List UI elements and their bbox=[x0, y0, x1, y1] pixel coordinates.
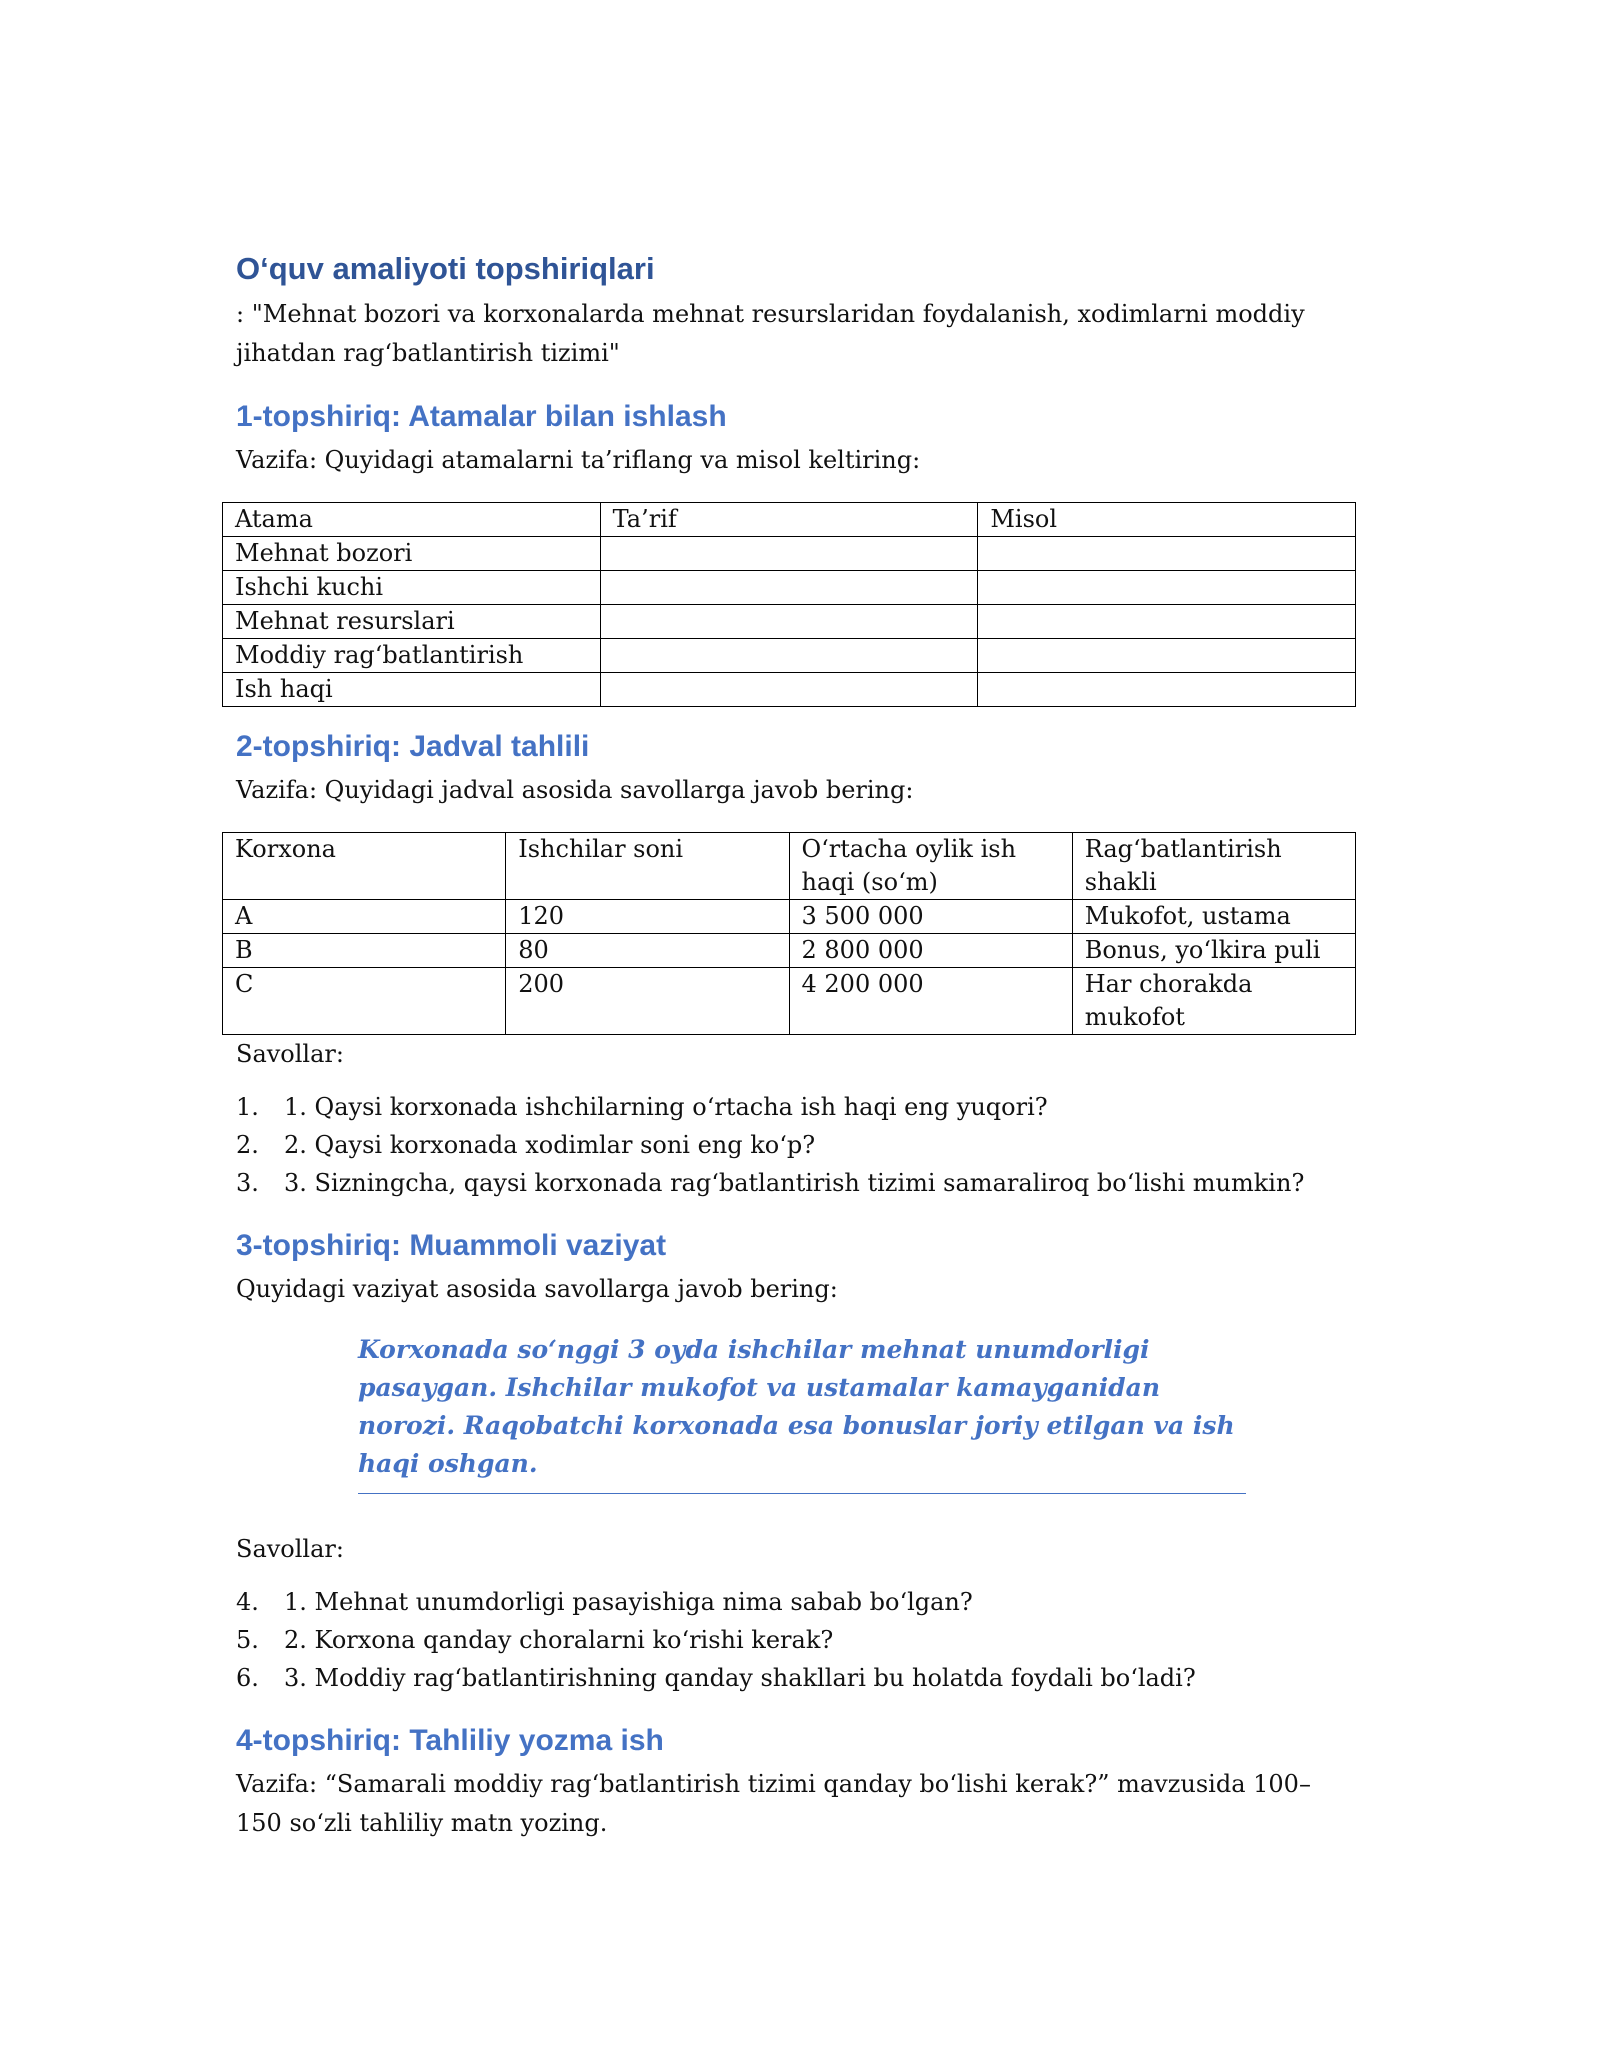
list-item bbox=[236, 1583, 1356, 1621]
list-text: 2. Qaysi korxonada xodimlar soni eng ko‘p? bbox=[284, 1131, 816, 1160]
table-cell bbox=[978, 571, 1356, 605]
list-item bbox=[236, 1621, 1356, 1659]
document-subtitle: : "Mehnat bozori va korxonalarda mehnat resurslaridan foydalanish, xodimlarni moddiy jihatdan rag‘batlantirish tizimi" bbox=[236, 300, 1305, 368]
task3-heading: 3-topshiriq: Muammoli vaziyat bbox=[236, 1229, 667, 1263]
table-cell: Ishchi kuchi bbox=[223, 571, 601, 605]
list-item bbox=[236, 1164, 1356, 1202]
document-title: O‘quv amaliyoti topshiriqlari bbox=[236, 251, 655, 286]
table-cell: Ish haqi bbox=[223, 673, 601, 707]
document-page bbox=[236, 250, 1356, 1843]
table-cell bbox=[978, 639, 1356, 673]
table-header-row bbox=[223, 503, 1356, 537]
table-cell: A bbox=[223, 900, 506, 934]
table-cell: 120 bbox=[506, 900, 789, 934]
table-row bbox=[223, 605, 1356, 639]
table-cell: Mehnat resurslari bbox=[223, 605, 601, 639]
table-header-cell: Atama bbox=[223, 503, 601, 537]
list-number: 6. bbox=[236, 1664, 259, 1693]
table-cell: 4 200 000 bbox=[789, 968, 1072, 1035]
table-row bbox=[223, 673, 1356, 707]
list-text: 2. Korxona qanday choralarni ko‘rishi kerak? bbox=[284, 1626, 834, 1655]
table-cell: 2 800 000 bbox=[789, 934, 1072, 968]
table-cell: Bonus, yo‘lkira puli bbox=[1072, 934, 1355, 968]
table-cell: Moddiy rag‘batlantirish bbox=[223, 639, 601, 673]
list-text: 1. Qaysi korxonada ishchilarning o‘rtacha ish haqi eng yuqori? bbox=[284, 1093, 1048, 1122]
terms-table bbox=[222, 502, 1356, 707]
table-cell: B bbox=[223, 934, 506, 968]
intense-quote bbox=[358, 1331, 1246, 1494]
list-number: 3. bbox=[236, 1169, 259, 1198]
table-header-cell: Misol bbox=[978, 503, 1356, 537]
table-header-cell: Rag‘batlantirish shakli bbox=[1072, 833, 1355, 900]
questions-label: Savollar: bbox=[236, 1040, 344, 1069]
table-cell bbox=[978, 605, 1356, 639]
table-row bbox=[223, 639, 1356, 673]
table-cell bbox=[978, 537, 1356, 571]
list-text: 3. Sizningcha, qaysi korxonada rag‘batlantirish tizimi samaraliroq bo‘lishi mumkin? bbox=[284, 1169, 1305, 1198]
table-cell: 3 500 000 bbox=[789, 900, 1072, 934]
task2-instruction: Vazifa: Quyidagi jadval asosida savollarga javob bering: bbox=[236, 776, 914, 805]
table-cell: Mukofot, ustama bbox=[1072, 900, 1355, 934]
table-header-row bbox=[223, 833, 1356, 900]
table-cell bbox=[600, 673, 978, 707]
list-text: 3. Moddiy rag‘batlantirishning qanday shakllari bu holatda foydali bo‘ladi? bbox=[284, 1664, 1196, 1693]
list-number: 2. bbox=[236, 1131, 259, 1160]
list-item bbox=[236, 1126, 1356, 1164]
task1-heading: 1-topshiriq: Atamalar bilan ishlash bbox=[236, 400, 727, 434]
table-cell: 200 bbox=[506, 968, 789, 1035]
enterprise-table bbox=[222, 832, 1356, 1035]
table-header-cell: O‘rtacha oylik ish haqi (so‘m) bbox=[789, 833, 1072, 900]
table-cell bbox=[600, 571, 978, 605]
list-item bbox=[236, 1659, 1356, 1697]
list-number: 4. bbox=[236, 1588, 259, 1617]
table-row bbox=[223, 900, 1356, 934]
table-header-cell: Ta’rif bbox=[600, 503, 978, 537]
questions-label: Savollar: bbox=[236, 1535, 344, 1564]
table-cell bbox=[600, 605, 978, 639]
list-item bbox=[236, 1088, 1356, 1126]
task1-instruction: Vazifa: Quyidagi atamalarni ta’riflang va misol keltiring: bbox=[236, 446, 921, 475]
table-cell: Mehnat bozori bbox=[223, 537, 601, 571]
table-cell: C bbox=[223, 968, 506, 1035]
task4-heading: 4-topshiriq: Tahliliy yozma ish bbox=[236, 1724, 664, 1758]
list-number: 5. bbox=[236, 1626, 259, 1655]
table-cell bbox=[600, 639, 978, 673]
task3-questions bbox=[236, 1583, 1356, 1697]
task3-instruction: Quyidagi vaziyat asosida savollarga javob bering: bbox=[236, 1275, 838, 1304]
table-header-cell: Ishchilar soni bbox=[506, 833, 789, 900]
table-header-cell: Korxona bbox=[223, 833, 506, 900]
table-row bbox=[223, 537, 1356, 571]
table-row bbox=[223, 571, 1356, 605]
list-text: 1. Mehnat unumdorligi pasayishiga nima sabab bo‘lgan? bbox=[284, 1588, 973, 1617]
quote-text: Korxonada so‘nggi 3 oyda ishchilar mehnat unumdorligi pasaygan. Ishchilar mukofot va ustamalar kamayganidan norozi. Raqobatchi korxonada esa bonuslar joriy etilgan va ish haqi oshgan. bbox=[358, 1335, 1235, 1479]
table-row bbox=[223, 934, 1356, 968]
table-row bbox=[223, 968, 1356, 1035]
table-cell bbox=[600, 537, 978, 571]
task4-instruction: Vazifa: “Samarali moddiy rag‘batlantirish tizimi qanday bo‘lishi kerak?” mavzusida 100–150 so‘zli tahliliy matn yozing. bbox=[236, 1770, 1311, 1838]
list-number: 1. bbox=[236, 1093, 259, 1122]
task2-questions bbox=[236, 1088, 1356, 1202]
table-cell: 80 bbox=[506, 934, 789, 968]
table-cell: Har chorakda mukofot bbox=[1072, 968, 1355, 1035]
table-cell bbox=[978, 673, 1356, 707]
task2-heading: 2-topshiriq: Jadval tahlili bbox=[236, 730, 590, 764]
